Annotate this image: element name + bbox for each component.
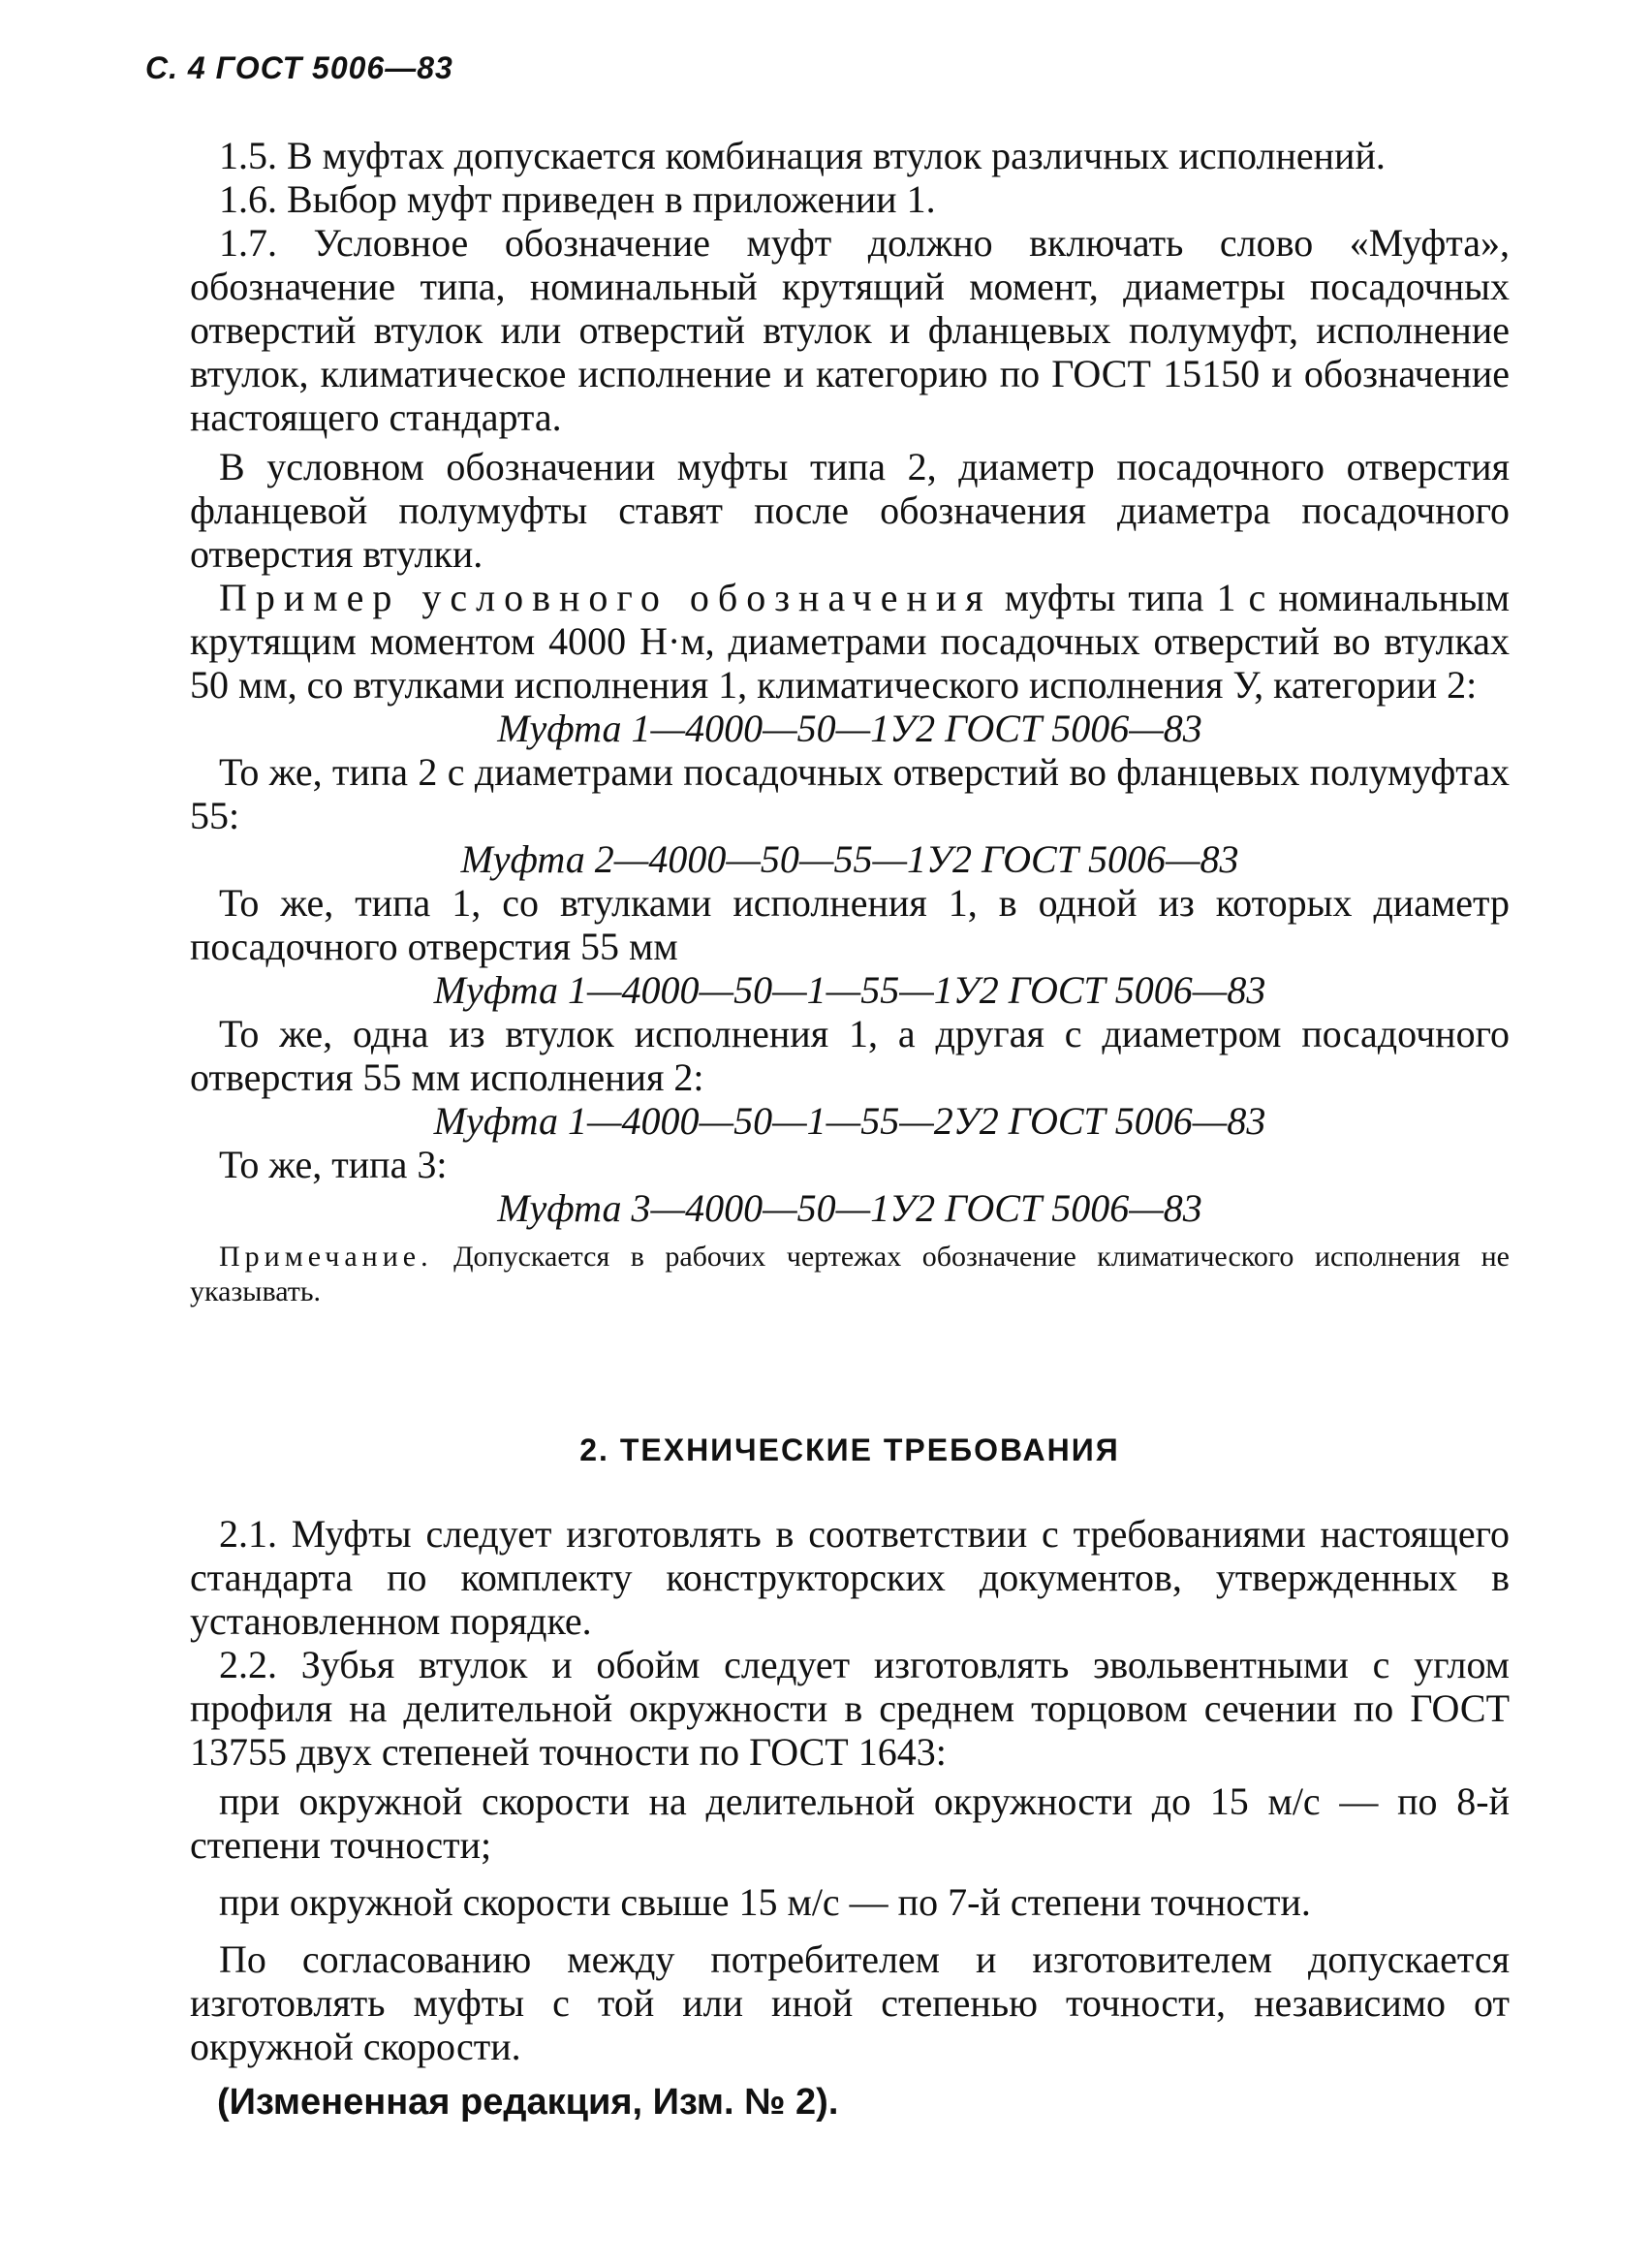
clause-2-1: 2.1. Муфты следует изготовлять в соответствии с требованиями настоящего стандарта по комплекту конструкторских документов, утвержденных в установленном порядке. <box>190 1512 1510 1643</box>
example-text: муфты типа 1 с номинальным крутящим моментом 4000 Н·м, диаметрами посадочных отверстий во втулках 50 мм, со втулками исполнения 1, климатического исполнения У, категории 2: <box>190 576 1511 707</box>
clause-2-2: 2.2. Зубья втулок и обойм следует изготовлять эвольвентными с углом профиля на делительной окружности в среднем торцовом сечении по ГОСТ 13755 двух степеней точности по ГОСТ 1643: <box>190 1643 1510 1774</box>
formula-2: Муфта 2—4000—50—55—1У2 ГОСТ 5006—83 <box>460 837 1239 881</box>
clause-type2-designation: В условном обозначении муфты типа 2, диаметр посадочного отверстия фланцевой полумуфты ставят после обозначения диаметра посадочного отверстия втулки. <box>190 445 1510 576</box>
note-text: Допускается в рабочих чертежах обозначение климатического исполнения не указывать. <box>190 1241 1510 1307</box>
speed-above-15: при окружной скорости свыше 15 м/с — по 7-й степени точности. <box>219 1880 1311 1924</box>
same-type2: То же, типа 2 с диаметрами посадочных отверстий во фланцевых полумуфтах 55: <box>190 750 1510 837</box>
same-mixed-versions: То же, одна из втулок исполнения 1, а другая с диаметром посадочного отверстия 55 мм исполнения 2: <box>190 1012 1510 1099</box>
clause-1-5: 1.5. В муфтах допускается комбинация втулок различных исполнений. <box>219 134 1386 177</box>
same-type3: То же, типа 3: <box>219 1143 448 1186</box>
formula-3: Муфта 1—4000—50—1—55—1У2 ГОСТ 5006—83 <box>433 968 1266 1012</box>
formula-1: Муфта 1—4000—50—1У2 ГОСТ 5006—83 <box>497 707 1202 750</box>
note <box>190 1240 1510 1309</box>
section-1-continuation <box>190 134 1510 1309</box>
section-2-body <box>190 1512 1510 2068</box>
agreement-clause: По согласованию между потребителем и изготовителем допускается изготовлять муфты с той или иной степенью точности, независимо от окружной скорости. <box>190 1937 1510 2068</box>
formula-4: Муфта 1—4000—50—1—55—2У2 ГОСТ 5006—83 <box>433 1099 1266 1143</box>
example-label: Пример условного обозначения <box>219 576 992 619</box>
clause-1-7: 1.7. Условное обозначение муфт должно включать слово «Муфта», обозначение типа, номинальный крутящий момент, диаметры посадочных отверстий втулок или отверстий втулок и фланцевых полумуфт, исполнение втулок, климатическое исполнение и категорию по ГОСТ 15150 и обозначение настоящего стандарта. <box>190 221 1510 439</box>
page-header: С. 4 ГОСТ 5006—83 <box>145 50 453 85</box>
amendment-note: (Измененная редакция, Изм. № 2). <box>217 2082 839 2123</box>
clause-1-6: 1.6. Выбор муфт приведен в приложении 1. <box>219 177 936 221</box>
formula-5: Муфта 3—4000—50—1У2 ГОСТ 5006—83 <box>497 1186 1202 1230</box>
example-paragraph <box>190 576 1510 707</box>
section-2-title: 2. ТЕХНИЧЕСКИЕ ТРЕБОВАНИЯ <box>579 1432 1120 1467</box>
same-type1-mixed: То же, типа 1, со втулками исполнения 1, в одной из которых диаметр посадочного отверстия 55 мм <box>190 881 1510 968</box>
speed-up-to-15: при окружной скорости на делительной окружности до 15 м/с — по 8-й степени точности; <box>190 1779 1510 1867</box>
note-label: Примечание. <box>219 1241 433 1273</box>
